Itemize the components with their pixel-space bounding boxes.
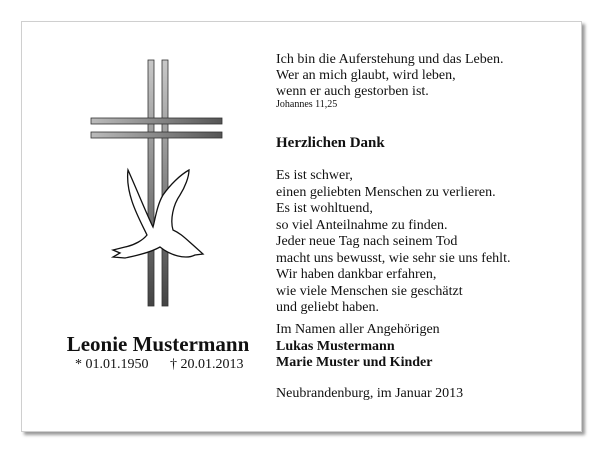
signature-intro: Im Namen aller Angehörigen — [276, 322, 440, 337]
birth-date: * 01.01.1950 — [75, 357, 149, 372]
place-date: Neubrandenburg, im Januar 2013 — [276, 386, 464, 401]
message-line: und geliebt haben. — [276, 300, 380, 315]
message-line: Es ist wohltuend, — [276, 201, 373, 216]
signature-name: Lukas Mustermann — [276, 338, 395, 354]
message-line: Es ist schwer, — [276, 168, 353, 183]
deceased-name: Leonie Mustermann — [66, 332, 250, 356]
verse-line: Ich bin die Auferstehung und das Leben. — [276, 52, 504, 67]
death-date: † 20.01.2013 — [170, 357, 244, 372]
message-line: macht uns bewusst, wie sehr sie uns fehlt. — [276, 250, 511, 266]
message-line: Wir haben dankbar erfahren, — [276, 267, 437, 282]
verse-reference: Johannes 11,25 — [276, 99, 338, 110]
message-line: wie viele Menschen sie geschätzt — [276, 283, 463, 299]
verse-line: Wer an mich glaubt, wird leben, — [276, 68, 456, 83]
signature-name: Marie Muster und Kinder — [276, 355, 433, 370]
message-line: einen geliebten Menschen zu verlieren. — [276, 184, 496, 200]
heading: Herzlichen Dank — [276, 135, 385, 151]
verse-line: wenn er auch gestorben ist. — [276, 84, 429, 99]
message-line: Jeder neue Tag nach seinem Tod — [276, 234, 458, 249]
message-line: so viel Anteilnahme zu finden. — [276, 217, 448, 233]
cross-with-dove-icon — [85, 55, 235, 315]
